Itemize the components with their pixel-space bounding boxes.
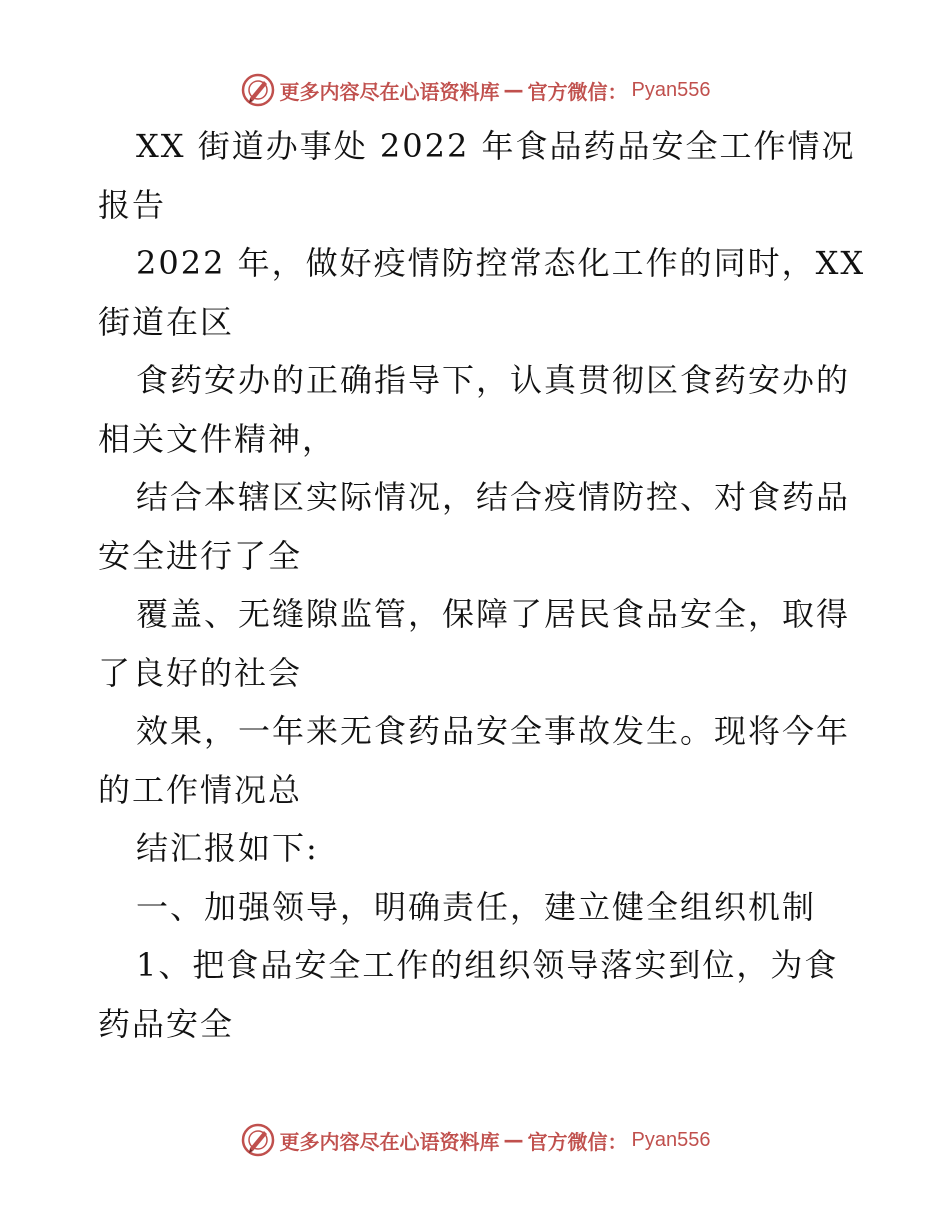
text-line: 药品安全 — [98, 1004, 235, 1043]
section-heading: 一、加强领导，明确责任，建立健全组织机制 — [136, 887, 817, 926]
watermark-wechat-id: Pyan556 — [631, 78, 711, 101]
watermark-wechat-id: Pyan556 — [631, 1128, 711, 1151]
text-line: 结汇报如下: — [136, 829, 319, 867]
brand-logo-icon — [240, 72, 276, 108]
watermark-slogan: 更多内容尽在心语资料库 — [279, 79, 500, 104]
text-line: 街道在区 — [98, 302, 235, 341]
text-line: 的工作情况总 — [98, 770, 303, 809]
document-body — [98, 117, 866, 1053]
header-watermark-banner — [0, 70, 950, 110]
watermark-wechat-label: 官方微信： — [527, 1129, 628, 1154]
watermark-dash: — — [503, 1128, 524, 1152]
text-line: 安全进行了全 — [98, 536, 303, 575]
text-line: 食药安办的正确指导下，认真贯彻区食药安办的 — [136, 361, 851, 399]
text-line: 相关文件精神， — [98, 419, 337, 458]
text-line: 了良好的社会 — [98, 653, 303, 692]
text-line: 效果，一年来无食药品安全事故发生。现将今年 — [136, 712, 851, 750]
watermark-slogan: 更多内容尽在心语资料库 — [279, 1129, 500, 1154]
text-line: 报告 — [98, 185, 167, 224]
text-line: 覆盖、无缝隙监管，保障了居民食品安全，取得 — [136, 595, 851, 633]
brand-logo-icon — [240, 1122, 276, 1158]
footer-watermark-banner — [0, 1120, 950, 1160]
text-line: 结合本辖区实际情况，结合疫情防控、对食药品 — [136, 478, 851, 516]
watermark-wechat-label: 官方微信： — [527, 79, 628, 104]
watermark-dash: — — [503, 78, 524, 102]
text-line: XX 街道办事处 2022 年食品药品安全工作情况 — [136, 127, 856, 165]
text-line: 1、把食品安全工作的组织领导落实到位，为食 — [136, 946, 839, 984]
text-line: 2022 年，做好疫情防控常态化工作的同时，XX — [136, 244, 866, 282]
